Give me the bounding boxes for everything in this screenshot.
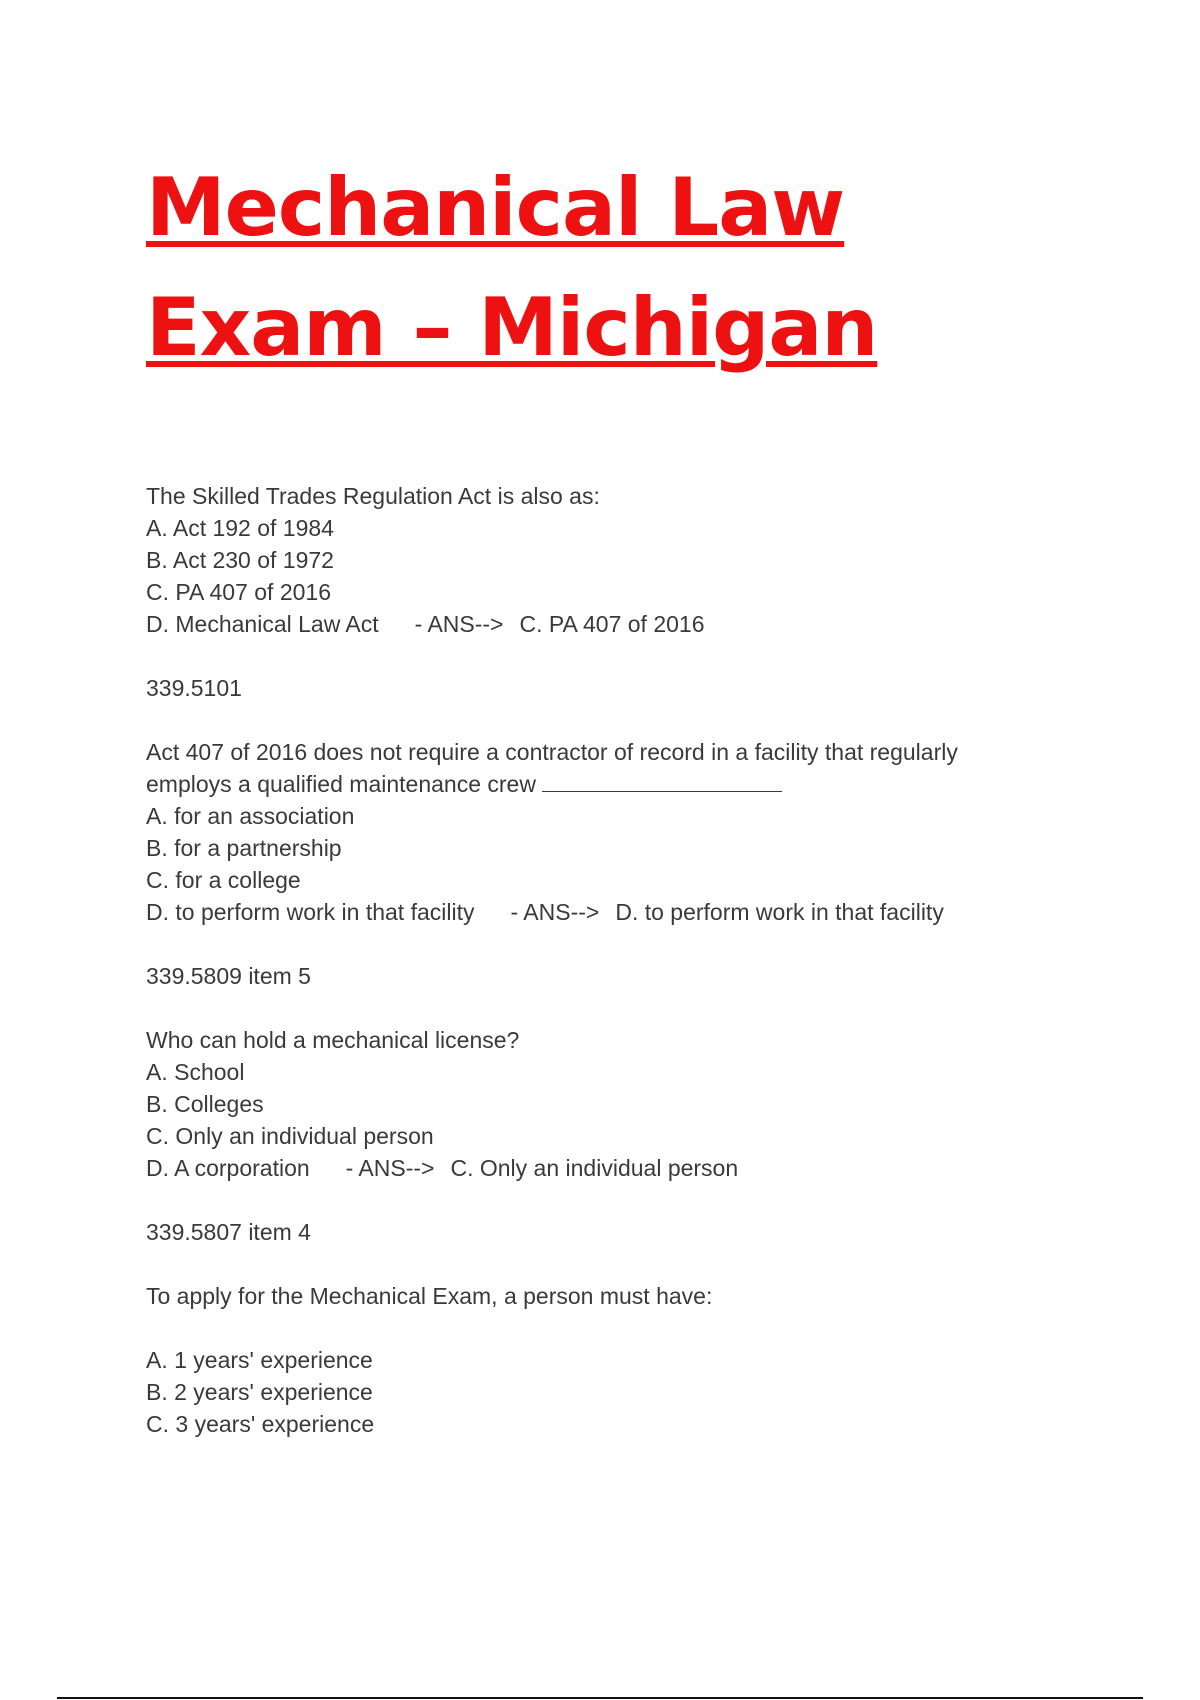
ans-marker: - ANS--> [510,899,600,925]
answer-option: A. School [146,1059,245,1085]
question-prompt: Who can hold a mechanical license? [146,1027,520,1053]
statute-reference: 339.5101 [146,675,242,701]
question-prompt: The Skilled Trades Regulation Act is also as: [146,483,600,509]
statute-reference: 339.5809 item 5 [146,963,311,989]
correct-answer: C. Only an individual person [450,1155,739,1181]
answer-option: B. Colleges [146,1091,264,1117]
correct-answer: D. to perform work in that facility [615,899,944,925]
answer-option: D. Mechanical Law Act [146,611,379,637]
question-prompt: Act 407 of 2016 does not require a contractor of record in a facility that regularly [146,739,958,765]
answer-option: A. 1 years' experience [146,1347,373,1373]
question-list [146,480,1046,1440]
answer-option: C. 3 years' experience [146,1411,375,1437]
page-bottom-divider [57,1697,1143,1699]
answer-option: B. for a partnership [146,835,342,861]
question-prompt-text: employs a qualified maintenance crew [146,771,536,797]
answer-option-with-answer [146,896,1046,928]
ans-marker: - ANS--> [414,611,504,637]
answer-option-with-answer [146,608,1046,640]
answer-option: C. Only an individual person [146,1123,434,1149]
fill-in-blank [542,769,782,792]
answer-option: C. PA 407 of 2016 [146,579,331,605]
question-4 [146,1280,1046,1440]
answer-option: A. Act 192 of 1984 [146,515,334,541]
document-title [146,148,877,388]
answer-option: D. to perform work in that facility [146,899,475,925]
question-prompt-continued [146,768,1046,800]
question-2 [146,736,1046,992]
answer-option: D. A corporation [146,1155,310,1181]
ans-marker: - ANS--> [345,1155,435,1181]
question-3 [146,1024,1046,1248]
answer-option: B. Act 230 of 1972 [146,547,334,573]
answer-option: A. for an association [146,803,355,829]
title-line-2: Exam – Michigan [146,281,878,374]
answer-option: C. for a college [146,867,301,893]
answer-option: B. 2 years' experience [146,1379,373,1405]
answer-option-with-answer [146,1152,1046,1184]
title-line-1: Mechanical Law [146,161,845,254]
statute-reference: 339.5807 item 4 [146,1219,311,1245]
correct-answer: C. PA 407 of 2016 [519,611,705,637]
question-prompt: To apply for the Mechanical Exam, a person must have: [146,1283,713,1309]
question-1 [146,480,1046,704]
